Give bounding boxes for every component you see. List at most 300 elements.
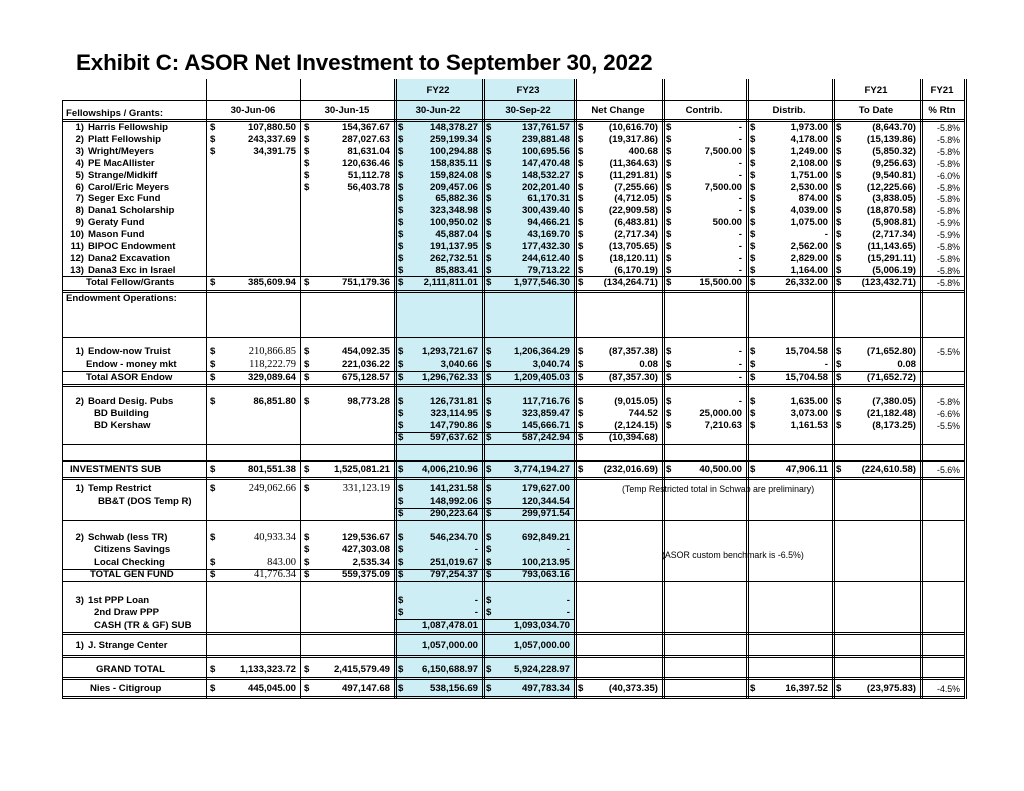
dollar-sign: $ — [836, 276, 842, 288]
row-divider — [62, 460, 964, 462]
header-fy21-rtn: FY21 — [930, 85, 954, 96]
dollar-sign: $ — [750, 217, 756, 229]
value-cell: (8,173.25) — [872, 420, 916, 431]
dollar-sign: $ — [836, 229, 842, 241]
value-cell: 100,213.95 — [521, 557, 570, 568]
dollar-sign: $ — [666, 372, 672, 383]
value-cell: 299,971.54 — [521, 508, 570, 519]
value-cell: 148,992.06 — [429, 496, 478, 507]
value-cell: - — [738, 122, 742, 133]
value-cell: 56,403.78 — [347, 181, 390, 193]
dollar-sign: $ — [666, 359, 672, 370]
row-label: Nies - Citigroup — [90, 683, 162, 694]
pct-return: -5.6% — [937, 465, 960, 475]
dollar-sign: $ — [398, 193, 404, 205]
value-cell: 15,704.58 — [785, 346, 828, 357]
dollar-sign: $ — [398, 432, 404, 443]
value-cell: 4,039.00 — [790, 205, 828, 217]
value-cell: 0.08 — [897, 359, 916, 370]
value-cell: 1,293,721.67 — [421, 346, 478, 357]
row-label: Geraty Fund — [88, 217, 145, 229]
value-cell: 191,137.95 — [429, 241, 478, 252]
value-cell: 290,223.64 — [429, 508, 478, 519]
row-label: Wright/Meyers — [88, 145, 154, 157]
value-cell: 65,882.36 — [435, 193, 478, 205]
value-cell: - — [738, 229, 742, 241]
dollar-sign: $ — [836, 169, 842, 181]
dollar-sign: $ — [578, 276, 584, 288]
dollar-sign: $ — [578, 252, 584, 264]
dollar-sign: $ — [578, 181, 584, 193]
row-number: 8) — [75, 205, 84, 217]
value-cell: (123,432.71) — [861, 276, 916, 288]
dollar-sign: $ — [836, 217, 842, 229]
dollar-sign: $ — [666, 217, 672, 229]
row-number: 2) — [75, 396, 84, 407]
dollar-sign: $ — [210, 532, 216, 543]
column-header: 30-Jun-06 — [230, 105, 276, 116]
row-divider — [62, 444, 964, 445]
row-label: Schwab (less TR) — [88, 532, 168, 543]
value-cell: 147,790.86 — [429, 420, 478, 431]
dollar-sign: $ — [304, 569, 310, 580]
dollar-sign: $ — [210, 145, 216, 157]
value-cell: 85,883.41 — [435, 264, 478, 276]
value-cell: (6,170.19) — [614, 264, 658, 276]
row-label: INVESTMENTS SUB — [70, 464, 162, 475]
dollar-sign: $ — [210, 569, 216, 580]
dollar-sign: $ — [578, 169, 584, 181]
row-number: 12) — [70, 252, 84, 264]
dollar-sign: $ — [486, 229, 492, 241]
value-cell: 675,128.57 — [341, 372, 390, 383]
header-fy22: FY22 — [426, 85, 450, 96]
dollar-sign: $ — [398, 359, 404, 370]
dollar-sign: $ — [486, 569, 492, 580]
dollar-sign: $ — [486, 408, 492, 419]
value-cell: 249,062.66 — [248, 483, 296, 494]
dollar-sign: $ — [398, 664, 404, 675]
pct-return: -5.9% — [937, 218, 960, 229]
value-cell: - — [738, 241, 742, 252]
dollar-sign: $ — [836, 145, 842, 157]
value-cell: (7,255.66) — [614, 181, 658, 193]
dollar-sign: $ — [578, 464, 584, 475]
row-divider — [62, 337, 964, 338]
value-cell: (6,483.81) — [614, 217, 658, 229]
value-cell: 61,170.31 — [527, 193, 570, 205]
value-cell: 40,933.34 — [254, 532, 296, 543]
dollar-sign: $ — [486, 157, 492, 169]
value-cell: 1,087,478.01 — [421, 620, 478, 631]
value-cell: 751,179.36 — [341, 276, 390, 288]
dollar-sign: $ — [486, 264, 492, 276]
pct-return: -5.9% — [937, 230, 960, 241]
value-cell: 323,348.98 — [429, 205, 478, 217]
dollar-sign: $ — [304, 664, 310, 675]
value-cell: (2,717.34) — [872, 229, 916, 241]
dollar-sign: $ — [210, 664, 216, 675]
column-divider — [300, 79, 301, 699]
value-cell: (11,143.65) — [867, 241, 916, 252]
dollar-sign: $ — [398, 169, 404, 181]
value-cell: - — [824, 359, 828, 370]
pct-return: -5.8% — [937, 242, 960, 252]
dollar-sign: $ — [486, 483, 492, 494]
value-cell: 1,057,000.00 — [421, 640, 478, 651]
value-cell: 1,209,405.03 — [513, 372, 570, 383]
column-header: 30-Sep-22 — [505, 105, 551, 116]
dollar-sign: $ — [398, 252, 404, 264]
dollar-sign: $ — [304, 557, 310, 568]
value-cell: 1,161.53 — [790, 420, 828, 431]
dollar-sign: $ — [578, 229, 584, 241]
dollar-sign: $ — [836, 683, 842, 694]
pct-return: -4.5% — [937, 684, 960, 694]
value-cell: 1,133,323.72 — [239, 664, 296, 675]
value-cell: 546,234.70 — [429, 532, 478, 543]
pct-return: -6.6% — [937, 409, 960, 419]
value-cell: 497,147.68 — [341, 683, 390, 694]
dollar-sign: $ — [486, 372, 492, 383]
note-benchmark: (ASOR custom benchmark is -6.5%) — [662, 550, 804, 560]
value-cell: 120,636.46 — [341, 157, 390, 169]
dollar-sign: $ — [578, 432, 584, 443]
dollar-sign: $ — [750, 157, 756, 169]
dollar-sign: $ — [304, 181, 310, 193]
dollar-sign: $ — [210, 396, 216, 407]
value-cell: 427,303.08 — [341, 544, 390, 555]
dollar-sign: $ — [398, 264, 404, 276]
row-divider — [62, 632, 964, 635]
dollar-sign: $ — [398, 396, 404, 407]
dollar-sign: $ — [666, 133, 672, 145]
dollar-sign: $ — [398, 496, 404, 507]
value-cell: - — [738, 193, 742, 205]
dollar-sign: $ — [666, 464, 672, 475]
value-cell: 41,776.34 — [254, 569, 296, 580]
value-cell: - — [738, 346, 742, 357]
dollar-sign: $ — [750, 359, 756, 370]
value-cell: 2,111,811.01 — [423, 276, 478, 288]
dollar-sign: $ — [486, 145, 492, 157]
value-cell: (19,317.86) — [608, 133, 658, 145]
pct-return: -5.5% — [937, 421, 960, 431]
dollar-sign: $ — [210, 372, 216, 383]
dollar-sign: $ — [398, 346, 404, 357]
dollar-sign: $ — [304, 276, 310, 288]
value-cell: 239,881.48 — [521, 133, 570, 145]
value-cell: 117,716.76 — [522, 396, 570, 407]
value-cell: 385,609.94 — [247, 276, 296, 288]
dollar-sign: $ — [210, 683, 216, 694]
value-cell: 51,112.78 — [347, 169, 390, 181]
dollar-sign: $ — [486, 193, 492, 205]
dollar-sign: $ — [486, 396, 492, 407]
value-cell: 145,666.71 — [521, 420, 570, 431]
value-cell: 40,500.00 — [699, 464, 742, 475]
row-label: Platt Fellowship — [88, 133, 162, 145]
pct-return: -5.5% — [937, 347, 960, 357]
dollar-sign: $ — [398, 217, 404, 229]
value-cell: - — [738, 133, 742, 145]
dollar-sign: $ — [836, 264, 842, 276]
value-cell: (87,357.30) — [608, 372, 658, 383]
column-header: % Rtn — [928, 105, 956, 116]
value-cell: 243,337.69 — [247, 133, 296, 145]
dollar-sign: $ — [750, 122, 756, 133]
value-cell: 1,093,034.70 — [513, 620, 570, 631]
value-cell: (40,373.35) — [608, 683, 658, 694]
value-cell: 1,206,364.29 — [513, 346, 570, 357]
value-cell: 86,851.80 — [253, 396, 296, 407]
dollar-sign: $ — [666, 408, 672, 419]
value-cell: (15,139.86) — [866, 133, 916, 145]
dollar-sign: $ — [750, 420, 756, 431]
row-label: Total Fellow/Grants — [86, 276, 175, 288]
value-cell: (87,357.38) — [608, 346, 658, 357]
value-cell: 159,824.08 — [429, 169, 478, 181]
dollar-sign: $ — [666, 229, 672, 241]
dollar-sign: $ — [578, 420, 584, 431]
value-cell: (18,870.58) — [866, 205, 916, 217]
dollar-sign: $ — [398, 229, 404, 241]
value-cell: 158,835.11 — [430, 157, 478, 169]
pct-return: -5.8% — [937, 253, 960, 264]
dollar-sign: $ — [398, 464, 404, 475]
dollar-sign: $ — [486, 683, 492, 694]
value-cell: (2,124.15) — [614, 420, 658, 431]
value-cell: 801,551.38 — [247, 464, 296, 475]
dollar-sign: $ — [666, 169, 672, 181]
row-label: J. Strange Center — [88, 640, 168, 651]
value-cell: 129,536.67 — [341, 532, 390, 543]
value-cell: 251,019.67 — [429, 557, 478, 568]
value-cell: 1,751.00 — [790, 169, 828, 181]
column-header: 30-Jun-22 — [415, 105, 461, 116]
value-cell: (71,652.72) — [866, 372, 916, 383]
value-cell: - — [566, 595, 570, 606]
dollar-sign: $ — [210, 122, 216, 133]
column-divider — [662, 79, 665, 699]
dollar-sign: $ — [486, 133, 492, 145]
value-cell: 2,530.00 — [790, 181, 828, 193]
pct-return: -5.8% — [937, 194, 960, 205]
pct-return: -5.8% — [937, 265, 960, 276]
dollar-sign: $ — [836, 193, 842, 205]
value-cell: - — [738, 157, 742, 169]
dollar-sign: $ — [398, 276, 404, 288]
row-label: Board Desig. Pubs — [88, 396, 174, 407]
dollar-sign: $ — [486, 508, 492, 519]
dollar-sign: $ — [578, 133, 584, 145]
row-label: Dana2 Excavation — [88, 252, 171, 264]
row-label: Citizens Savings — [94, 544, 171, 555]
dollar-sign: $ — [666, 346, 672, 357]
dollar-sign: $ — [398, 569, 404, 580]
pct-return: -6.0% — [937, 170, 960, 181]
value-cell: 25,000.00 — [699, 408, 742, 419]
value-cell: 0.08 — [639, 359, 658, 370]
value-cell: 94,466.21 — [527, 217, 570, 229]
value-cell: - — [738, 359, 742, 370]
row-label: 2nd Draw PPP — [94, 607, 160, 618]
value-cell: 1,249.00 — [790, 145, 828, 157]
dollar-sign: $ — [578, 346, 584, 357]
dollar-sign: $ — [486, 664, 492, 675]
row-divider — [62, 581, 964, 582]
dollar-sign: $ — [578, 145, 584, 157]
value-cell: 4,006,210.96 — [421, 464, 478, 475]
dollar-sign: $ — [398, 683, 404, 694]
row-divider — [62, 520, 964, 521]
value-cell: - — [474, 595, 478, 606]
dollar-sign: $ — [398, 145, 404, 157]
dollar-sign: $ — [750, 464, 756, 475]
dollar-sign: $ — [666, 145, 672, 157]
value-cell: (5,006.19) — [872, 264, 916, 276]
row-divider — [62, 477, 964, 480]
row-label: Temp Restrict — [88, 483, 152, 494]
value-cell: 287,027.63 — [341, 133, 390, 145]
value-cell: 2,829.00 — [790, 252, 828, 264]
dollar-sign: $ — [398, 508, 404, 519]
dollar-sign: $ — [836, 420, 842, 431]
dollar-sign: $ — [210, 557, 216, 568]
value-cell: 7,500.00 — [704, 145, 742, 157]
dollar-sign: $ — [836, 122, 842, 133]
value-cell: (12,225.66) — [866, 181, 916, 193]
dollar-sign: $ — [486, 420, 492, 431]
row-divider — [62, 696, 964, 699]
value-cell: 100,294.88 — [429, 145, 478, 157]
pct-return: -5.8% — [937, 182, 960, 193]
dollar-sign: $ — [398, 241, 404, 252]
value-cell: 3,040.74 — [532, 359, 570, 370]
value-cell: (232,016.69) — [603, 464, 658, 475]
column-header: 30-Jun-15 — [324, 105, 370, 116]
column-header: Contrib. — [685, 105, 723, 116]
value-cell: 597,637.62 — [429, 432, 478, 443]
dollar-sign: $ — [666, 122, 672, 133]
dollar-sign: $ — [578, 264, 584, 276]
value-cell: 1,977,546.30 — [513, 276, 570, 288]
value-cell: 15,500.00 — [699, 276, 742, 288]
value-cell: (11,291.81) — [609, 169, 658, 181]
dollar-sign: $ — [666, 205, 672, 217]
row-number: 1) — [75, 346, 84, 357]
value-cell: 3,774,194.27 — [513, 464, 570, 475]
value-cell: 7,210.63 — [704, 420, 742, 431]
row-label: Endow-now Truist — [88, 346, 171, 357]
dollar-sign: $ — [666, 252, 672, 264]
dollar-sign: $ — [836, 181, 842, 193]
value-cell: 154,367.67 — [341, 122, 390, 133]
value-cell: 148,378.27 — [429, 122, 478, 133]
row-divider — [62, 677, 964, 680]
row-number: 11) — [70, 241, 84, 252]
value-cell: 3,073.00 — [790, 408, 828, 419]
value-cell: - — [738, 169, 742, 181]
row-number: 7) — [75, 193, 84, 205]
dollar-sign: $ — [486, 359, 492, 370]
value-cell: 6,150,688.97 — [421, 664, 478, 675]
dollar-sign: $ — [304, 133, 310, 145]
dollar-sign: $ — [486, 169, 492, 181]
value-cell: (23,975.83) — [866, 683, 916, 694]
value-cell: 797,254.37 — [429, 569, 478, 580]
dollar-sign: $ — [304, 372, 310, 383]
dollar-sign: $ — [304, 544, 310, 555]
value-cell: (224,610.58) — [861, 464, 916, 475]
dollar-sign: $ — [486, 276, 492, 288]
row-number: 6) — [75, 181, 84, 193]
value-cell: - — [824, 229, 828, 241]
value-cell: 793,063.16 — [521, 569, 570, 580]
dollar-sign: $ — [210, 359, 216, 370]
dollar-sign: $ — [750, 396, 756, 407]
row-label: Seger Exc Fund — [88, 193, 161, 205]
row-number: 2) — [75, 532, 84, 543]
dollar-sign: $ — [836, 205, 842, 217]
column-divider — [62, 101, 63, 699]
dollar-sign: $ — [666, 396, 672, 407]
value-cell: 1,164.00 — [790, 264, 828, 276]
dollar-sign: $ — [398, 595, 404, 606]
dollar-sign: $ — [398, 544, 404, 555]
column-header: Net Change — [591, 105, 645, 116]
dollar-sign: $ — [398, 133, 404, 145]
dollar-sign: $ — [836, 252, 842, 264]
value-cell: - — [474, 607, 478, 618]
value-cell: 323,859.47 — [521, 408, 570, 419]
dollar-sign: $ — [486, 346, 492, 357]
value-cell: (15,291.11) — [867, 252, 916, 264]
value-cell: 209,457.06 — [429, 181, 478, 193]
value-cell: 259,199.34 — [429, 133, 478, 145]
value-cell: 874.00 — [798, 193, 828, 205]
value-cell: - — [566, 607, 570, 618]
dollar-sign: $ — [750, 346, 756, 357]
row-number: 2) — [75, 133, 84, 145]
dollar-sign: $ — [486, 241, 492, 252]
dollar-sign: $ — [304, 169, 310, 181]
value-cell: 45,887.04 — [435, 229, 478, 241]
dollar-sign: $ — [750, 372, 756, 383]
dollar-sign: $ — [666, 193, 672, 205]
pct-return: -5.8% — [937, 146, 960, 157]
row-divider — [62, 655, 964, 658]
value-cell: (2,717.34) — [614, 229, 658, 241]
pct-return: -5.8% — [937, 206, 960, 217]
dollar-sign: $ — [750, 145, 756, 157]
value-cell: - — [738, 205, 742, 217]
value-cell: 692,849.21 — [521, 532, 570, 543]
row-label: Dana3 Exc in Israel — [88, 264, 176, 276]
dollar-sign: $ — [578, 396, 584, 407]
dollar-sign: $ — [398, 532, 404, 543]
dollar-sign: $ — [750, 264, 756, 276]
value-cell: - — [738, 264, 742, 276]
pct-return: -5.8% — [937, 158, 960, 169]
dollar-sign: $ — [486, 217, 492, 229]
value-cell: 26,332.00 — [785, 276, 828, 288]
dollar-sign: $ — [486, 557, 492, 568]
value-cell: 126,731.81 — [429, 396, 478, 407]
row-number: 4) — [75, 157, 84, 169]
value-cell: (11,364.63) — [609, 157, 658, 169]
value-cell: 497,783.34 — [521, 683, 570, 694]
